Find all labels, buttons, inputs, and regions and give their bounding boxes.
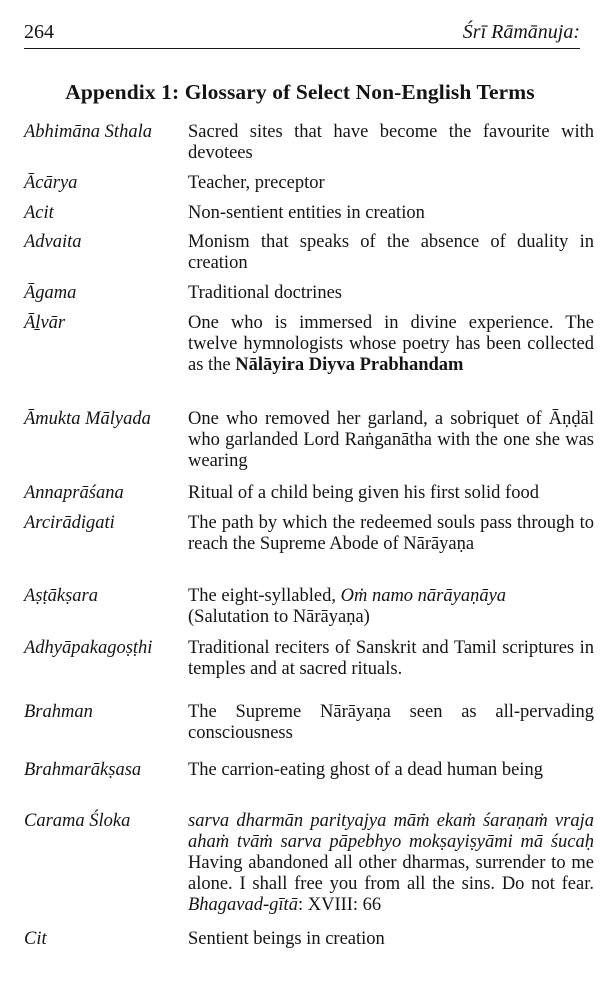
glossary-definition: Sentient beings in creation	[188, 929, 385, 949]
appendix-title: Appendix 1: Glossary of Select Non-English Terms	[65, 80, 535, 104]
glossary-definition: Traditional doctrines	[188, 283, 342, 303]
glossary-term: Acit	[24, 203, 54, 223]
glossary-definition	[188, 811, 594, 916]
glossary-definition: The carrion-eating ghost of a dead human being	[188, 760, 543, 780]
glossary-definition	[188, 586, 594, 628]
glossary-term: Carama Śloka	[24, 811, 131, 831]
definition-text-continued: (Salutation to Nārāyaṇa)	[188, 607, 370, 627]
glossary-definition: Sacred sites that have become the favourite with devotees	[188, 122, 594, 163]
glossary-definition: The path by which the redeemed souls pass through to reach the Supreme Abode of Nārāyaṇa	[188, 513, 594, 554]
definition-verse: sarva dharmān parityajya māṁ ekaṁ śaraṇaṁ vraja ahaṁ tvāṁ sarva pāpebhyo mokṣayiṣyāmi mā śucaḥ	[188, 811, 594, 852]
glossary-term: Adhyāpakagoṣṭhi	[24, 638, 153, 658]
glossary-term: Arcirādigati	[24, 513, 115, 533]
glossary-term: Advaita	[24, 232, 82, 252]
definition-source: Bhagavad-gītā	[188, 895, 298, 915]
glossary-term: Brahmarākṣasa	[24, 760, 142, 780]
definition-text: The eight-syllabled,	[188, 586, 336, 606]
definition-text: One who is immersed in divine experience. The twelve hymnologists whose poetry has been collected as the	[188, 313, 594, 375]
glossary-term: Aṣṭākṣara	[24, 586, 98, 606]
running-head: Śrī Rāmānuja:	[462, 21, 580, 43]
glossary-term: Āḻvār	[24, 313, 66, 333]
glossary-term: Brahman	[24, 702, 93, 722]
page-header	[24, 14, 580, 49]
glossary-definition: Non-sentient entities in creation	[188, 203, 425, 223]
glossary-term: Abhimāna Sthala	[24, 122, 152, 142]
definition-reference: : XVIII: 66	[297, 895, 382, 915]
definition-mantra: Oṁ namo nārāyaṇāya	[340, 586, 507, 606]
glossary-term: Āmukta Mālyada	[24, 409, 151, 429]
definition-bold-title: Nālāyira Diyva Prabhandam	[235, 355, 464, 375]
glossary-definition: Monism that speaks of the absence of duality in creation	[188, 232, 594, 273]
definition-text: Having abandoned all other dharmas, surrender to me alone. I shall free you from all the sins. Do not fear.	[188, 853, 594, 894]
glossary-definition: Teacher, preceptor	[188, 173, 325, 193]
glossary-definition: Ritual of a child being given his first solid food	[188, 483, 539, 503]
glossary-definition: One who removed her garland, a sobriquet of Āṇḍāl who garlanded Lord Raṅganātha with the one she was wearing	[188, 409, 594, 471]
glossary-term: Āgama	[24, 283, 77, 303]
glossary-definition: Traditional reciters of Sanskrit and Tamil scriptures in temples and at sacred rituals.	[188, 638, 594, 679]
glossary-term: Annaprāśana	[24, 483, 124, 503]
glossary-definition	[188, 313, 594, 376]
glossary-term: Cit	[24, 929, 47, 949]
glossary-definition: The Supreme Nārāyaṇa seen as all-pervading consciousness	[188, 702, 594, 743]
page-number: 264	[24, 21, 54, 43]
glossary-term: Ācārya	[24, 173, 78, 193]
